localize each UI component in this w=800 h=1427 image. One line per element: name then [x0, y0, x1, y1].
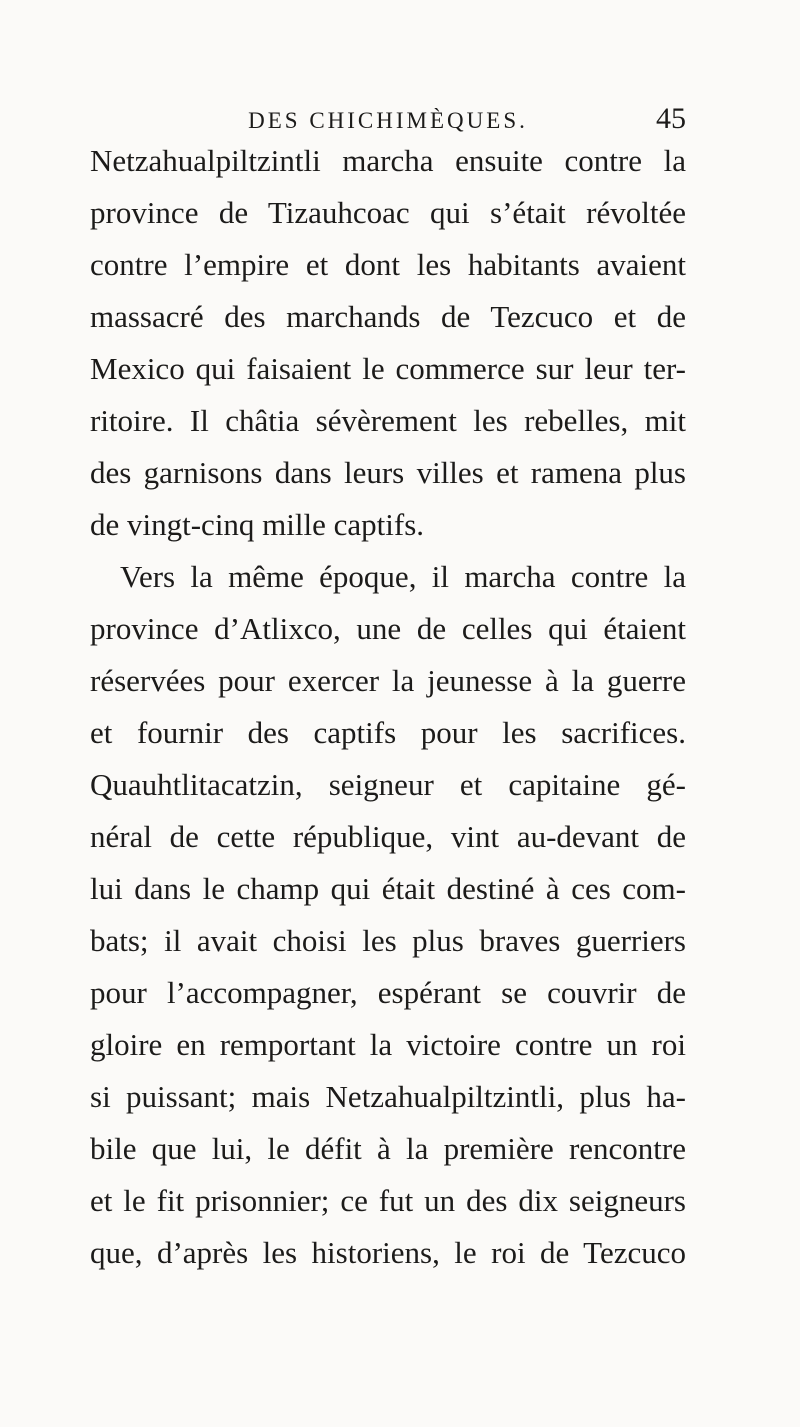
text-line: Mexico qui faisaient le commerce sur leur ter- — [90, 351, 686, 386]
text-line: des garnisons dans leurs villes et ramena plus — [90, 455, 686, 490]
text-line: si puissant; mais Netzahualpiltzintli, plus ha- — [90, 1079, 686, 1114]
text-line: pour l’accompagner, espérant se couvrir de — [90, 975, 686, 1010]
text-line: province d’Atlixco, une de celles qui étaient — [90, 611, 686, 646]
text-line: réservées pour exercer la jeunesse à la guerre — [90, 663, 686, 698]
text-line: bile que lui, le défit à la première rencontre — [90, 1131, 686, 1166]
text-line: contre l’empire et dont les habitants avaient — [90, 247, 686, 282]
text-line: province de Tizauhcoac qui s’était révoltée — [90, 195, 686, 230]
body-text — [90, 135, 686, 1279]
text-line: néral de cette république, vint au-devant de — [90, 819, 686, 854]
text-line: gloire en remportant la victoire contre un roi — [90, 1027, 686, 1062]
text-line: Netzahualpiltzintli marcha ensuite contre la — [90, 143, 686, 178]
text-line: et le fit prisonnier; ce fut un des dix seigneurs — [90, 1183, 686, 1218]
text-line: Vers la même époque, il marcha contre la — [120, 559, 686, 594]
running-title: DES CHICHIMÈQUES. — [248, 108, 528, 133]
text-line: de vingt-cinq mille captifs. — [90, 507, 425, 542]
text-line: ritoire. Il châtia sévèrement les rebelles, mit — [90, 403, 686, 438]
text-line: lui dans le champ qui était destiné à ces com- — [90, 871, 686, 906]
text-line: que, d’après les historiens, le roi de Tezcuco — [90, 1235, 686, 1270]
text-line: massacré des marchands de Tezcuco et de — [90, 299, 686, 334]
text-line: et fournir des captifs pour les sacrifices. — [90, 715, 686, 750]
text-line: Quauhtlitacatzin, seigneur et capitaine gé- — [90, 767, 686, 802]
text-line: bats; il avait choisi les plus braves guerriers — [90, 923, 686, 958]
page-number: 45 — [656, 102, 686, 135]
